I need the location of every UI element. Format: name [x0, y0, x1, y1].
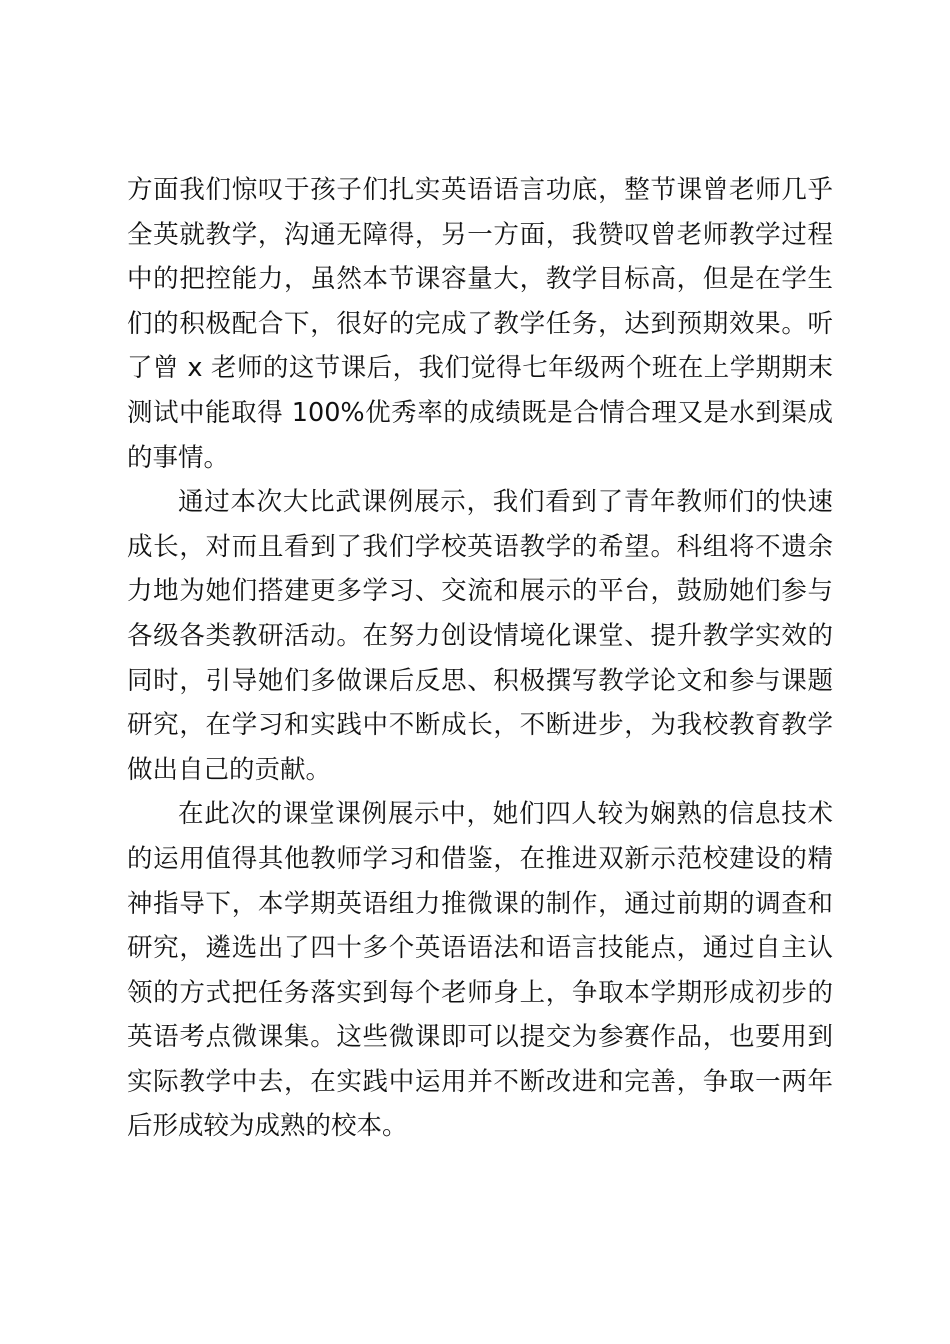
paragraph-continuation: 方面我们惊叹于孩子们扎实英语语言功底，整节课曾老师几乎全英就教学，沟通无障得，另一方面，我赞叹曾老师教学过程中的把控能力，虽然本节课容量大，教学目标高，但是在学生们的积极配合下，很好的完成了教学任务，达到预期效果。听了曾 x 老师的这节课后，我们觉得七年级两个班在上学期期末测试中能取得 100%优秀率的成绩既是合情合理又是水到渠成的事情。: [127, 175, 833, 473]
paragraph-teacher-growth: 通过本次大比武课例展示，我们看到了青年教师们的快速成长，对而且看到了我们学校英语教学的希望。科组将不遗余力地为她们搭建更多学习、交流和展示的平台，鼓励她们参与各级各类教研活动。在努力创设情境化课堂、提升教学实效的同时，引导她们多做课后反思、积极撰写教学论文和参与课题研究，在学习和实践中不断成长，不断进步，为我校教育教学做出自己的贡献。: [127, 487, 833, 785]
paragraph-micro-lessons: 在此次的课堂课例展示中，她们四人较为娴熟的信息技术的运用值得其他教师学习和借鉴，在推进双新示范校建设的精神指导下，本学期英语组力推微课的制作，通过前期的调查和研究，遴选出了四十多个英语语法和语言技能点，通过自主认领的方式把任务落实到每个老师身上，争取本学期形成初步的英语考点微课集。这些微课即可以提交为参赛作品，也要用到实际教学中去，在实践中运用并不断改进和完善，争取一两年后形成较为成熟的校本。: [127, 799, 833, 1142]
document-page: [127, 168, 833, 1149]
